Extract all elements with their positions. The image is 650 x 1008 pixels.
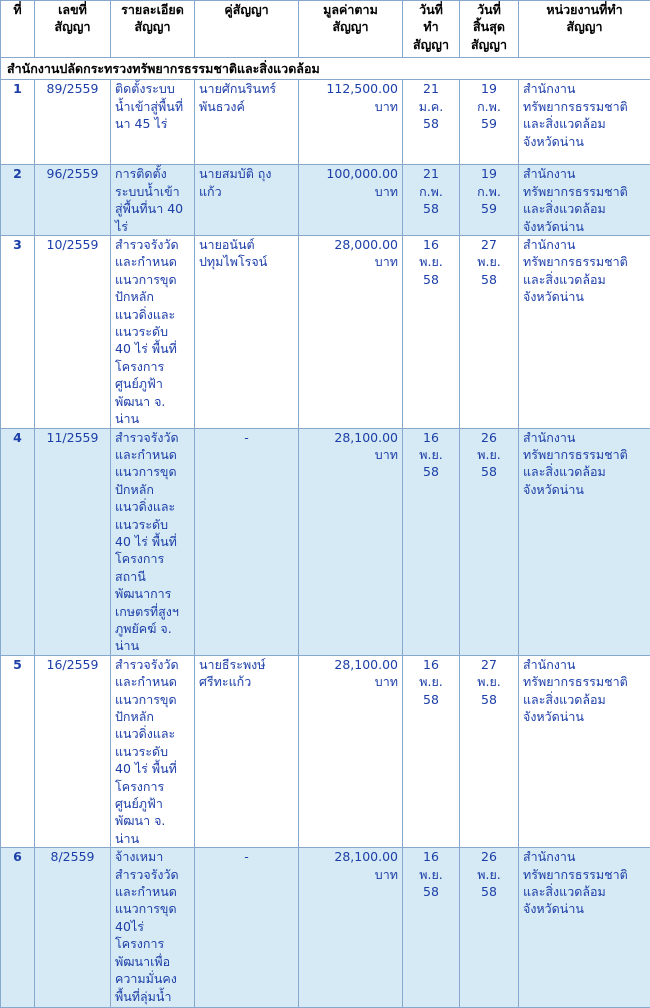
cell-party: นายอนันต์ ปทุมไพโรจน์ (195, 236, 299, 428)
cell-no: 5 (1, 655, 35, 847)
cell-party: - (195, 428, 299, 655)
cell-sign-date: 16 พ.ย. 58 (403, 236, 460, 428)
cell-value: 28,100.00 บาท (299, 655, 403, 847)
table-row (1, 80, 650, 165)
cell-sign-date: 16 พ.ย. 58 (403, 655, 460, 847)
table-row (1, 236, 650, 428)
header-end-date: วันที่ สิ้นสุด สัญญา (460, 1, 519, 58)
cell-contract-no: 10/2559 (35, 236, 111, 428)
cell-no: 2 (1, 165, 35, 236)
header-contract-no: เลขที่ สัญญา (35, 1, 111, 58)
header-value: มูลค่าตาม สัญญา (299, 1, 403, 58)
cell-end-date: 26 พ.ย. 58 (460, 428, 519, 655)
cell-agency: สำนักงาน ทรัพยากรธรรมชาติ และสิ่งแวดล้อม จังหวัดน่าน (519, 428, 650, 655)
table-row (1, 655, 650, 847)
cell-contract-no: 16/2559 (35, 655, 111, 847)
cell-sign-date: 16 พ.ย. 58 (403, 428, 460, 655)
cell-value: 100,000.00 บาท (299, 165, 403, 236)
cell-contract-no: 11/2559 (35, 428, 111, 655)
header-no: ที่ (1, 1, 35, 58)
cell-sign-date: 21 ม.ค. 58 (403, 80, 460, 165)
cell-value: 28,100.00 บาท (299, 848, 403, 1008)
cell-agency: สำนักงาน ทรัพยากรธรรมชาติ และสิ่งแวดล้อม จังหวัดน่าน (519, 80, 650, 165)
cell-agency: สำนักงาน ทรัพยากรธรรมชาติ และสิ่งแวดล้อม จังหวัดน่าน (519, 236, 650, 428)
cell-sign-date: 21 ก.พ. 58 (403, 165, 460, 236)
cell-no: 3 (1, 236, 35, 428)
cell-no: 1 (1, 80, 35, 165)
cell-party: นายสมบัติ ถุง แก้ว (195, 165, 299, 236)
cell-detail: ติดตั้งระบบ น้ำเข้าสู่พื้นที่ นา 45 ไร่ (111, 80, 195, 165)
table-row (1, 848, 650, 1008)
cell-no: 6 (1, 848, 35, 1008)
section-title: สำนักงานปลัดกระทรวงทรัพยากรธรรมชาติและสิ่งแวดล้อม (1, 58, 650, 80)
cell-end-date: 26 พ.ย. 58 (460, 848, 519, 1008)
header-detail: รายละเอียด สัญญา (111, 1, 195, 58)
cell-end-date: 27 พ.ย. 58 (460, 655, 519, 847)
cell-agency: สำนักงาน ทรัพยากรธรรมชาติ และสิ่งแวดล้อม จังหวัดน่าน (519, 655, 650, 847)
cell-contract-no: 96/2559 (35, 165, 111, 236)
header-row (1, 1, 650, 58)
table-row (1, 428, 650, 655)
cell-value: 28,100.00 บาท (299, 428, 403, 655)
header-agency: หน่วยงานที่ทำ สัญญา (519, 1, 650, 58)
cell-end-date: 19 ก.พ. 59 (460, 80, 519, 165)
cell-agency: สำนักงาน ทรัพยากรธรรมชาติ และสิ่งแวดล้อม จังหวัดน่าน (519, 165, 650, 236)
header-party: คู่สัญญา (195, 1, 299, 58)
cell-value: 112,500.00 บาท (299, 80, 403, 165)
section-row (1, 58, 650, 80)
cell-detail: สำรวจรังวัด และกำหนด แนวการขุด ปักหลัก แนวดิ่งและ แนวระดับ 40 ไร่ พื้นที่ โครงการ ศูนย์ภูฟ้า พัฒนา จ. น่าน (111, 236, 195, 428)
cell-party: นายศักนรินทร์ พันธวงค์ (195, 80, 299, 165)
cell-agency: สำนักงาน ทรัพยากรธรรมชาติ และสิ่งแวดล้อม จังหวัดน่าน (519, 848, 650, 1008)
cell-value: 28,000.00 บาท (299, 236, 403, 428)
header-sign-date: วันที่ ทำ สัญญา (403, 1, 460, 58)
cell-sign-date: 16 พ.ย. 58 (403, 848, 460, 1008)
cell-party: - (195, 848, 299, 1008)
cell-detail: การติดตั้ง ระบบน้ำเข้า สู่พื้นที่นา 40 ไร่ (111, 165, 195, 236)
table-row (1, 165, 650, 236)
cell-party: นายธีระพงษ์ ศรีทะแก้ว (195, 655, 299, 847)
cell-detail: สำรวจรังวัด และกำหนด แนวการขุด ปักหลัก แนวดิ่งและ แนวระดับ 40 ไร่ พื้นที่ โครงการ ศูนย์ภูฟ้า พัฒนา จ. น่าน (111, 655, 195, 847)
cell-contract-no: 8/2559 (35, 848, 111, 1008)
cell-detail: จ้างเหมา สำรวจรังวัด และกำหนด แนวการขุด 40ไร่ โครงการ พัฒนาเพื่อ ความมั่นคง พื้นที่ลุ่มน้ำ (111, 848, 195, 1008)
cell-contract-no: 89/2559 (35, 80, 111, 165)
cell-end-date: 27 พ.ย. 58 (460, 236, 519, 428)
cell-end-date: 19 ก.พ. 59 (460, 165, 519, 236)
cell-detail: สำรวจรังวัด และกำหนด แนวการขุด ปักหลัก แนวดิ่งและ แนวระดับ 40 ไร่ พื้นที่ โครงการ สถานี พัฒนาการ เกษตรที่สูงฯ ภูพยัคฆ์ จ. น่าน (111, 428, 195, 655)
cell-no: 4 (1, 428, 35, 655)
